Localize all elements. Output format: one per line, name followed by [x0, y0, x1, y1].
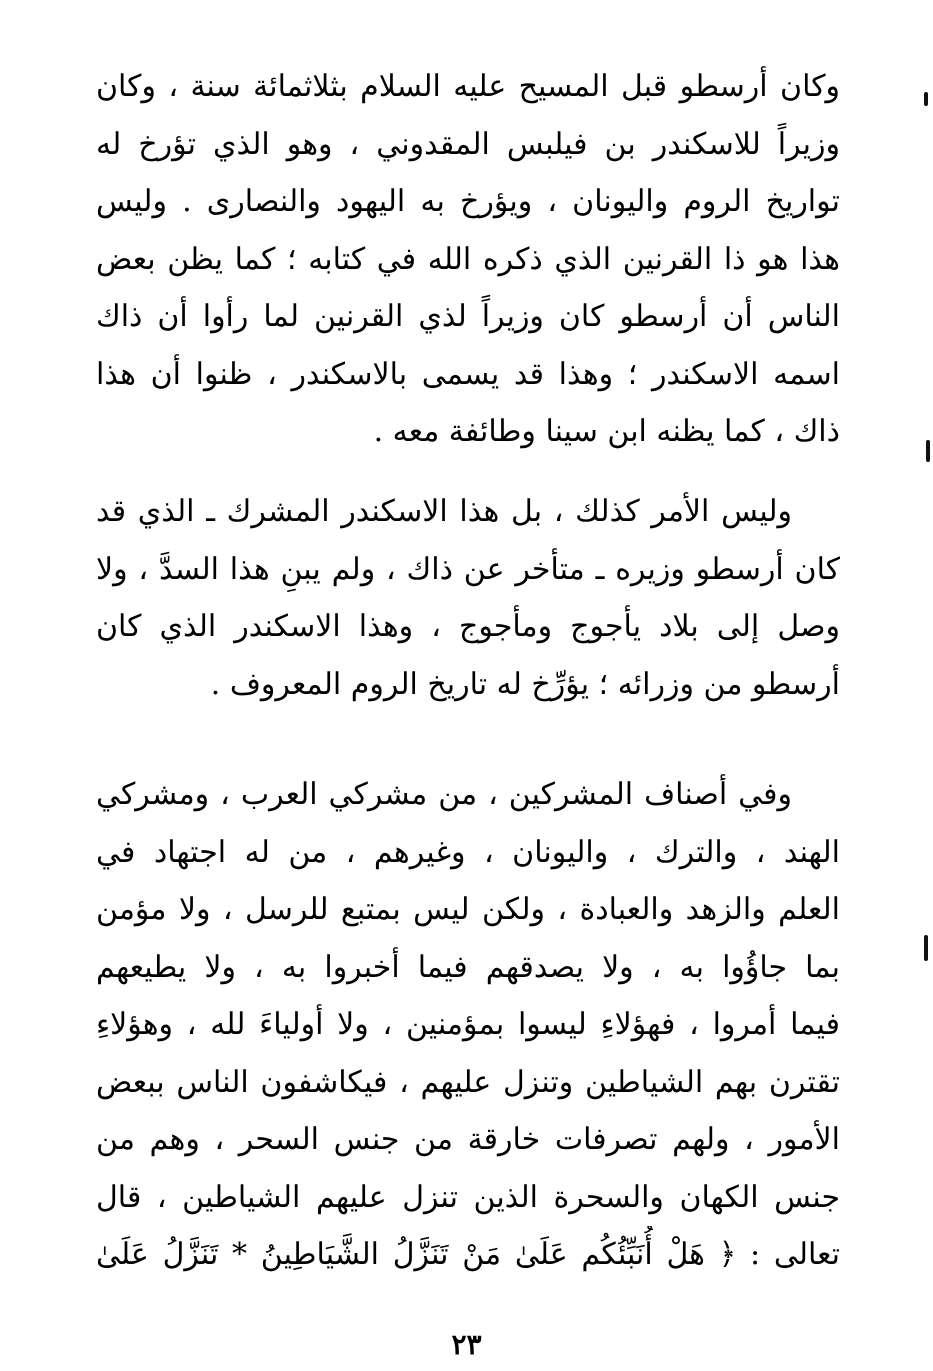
text-line: فيما أمروا ، فهؤلاءِ ليسوا بمؤمنين ، ولا أولياءَ لله ، وهؤلاءِ — [96, 1007, 840, 1042]
text-line: أرسطو من وزرائه ؛ يؤرِّخ له تاريخ الروم المعروف . — [210, 666, 840, 702]
text-line: وفي أصناف المشركين ، من مشركي العرب ، ومشركي — [96, 777, 792, 812]
paragraph-2 — [96, 483, 840, 713]
scan-speck — [924, 92, 928, 106]
paragraph-3 — [96, 766, 840, 1284]
page-number: ٢٣ — [451, 1328, 482, 1361]
scan-speck — [926, 440, 930, 462]
text-line: العلم والزهد والعبادة ، ولكن ليس بمتبع للرسل ، ولا مؤمن — [96, 892, 840, 927]
text-line: تعالى : ﴿ هَلْ أُنَبِّئُكُم عَلَىٰ مَنْ تَنَزَّلُ الشَّيَاطِينُ * تَنَزَّلُ عَلَىٰ — [96, 1237, 840, 1272]
text-line: هذا هو ذا القرنين الذي ذكره الله في كتابه ؛ كما يظن بعض — [96, 241, 840, 277]
text-line: جنس الكهان والسحرة الذين تنزل عليهم الشياطين ، قال — [96, 1179, 840, 1215]
text-line: اسمه الاسكندر ؛ وهذا قد يسمى بالاسكندر ، ظنوا أن هذا — [96, 356, 840, 392]
text-line: وصل إلى بلاد يأجوج ومأجوج ، وهذا الاسكندر الذي كان — [96, 609, 840, 644]
paragraph-1 — [96, 58, 840, 461]
text-line: الناس أن أرسطو كان وزيراً لذي القرنين لما رأوا أن ذاك — [96, 299, 840, 334]
text-line: بما جاؤُوا به ، ولا يصدقهم فيما أخبروا به ، ولا يطيعهم — [96, 949, 840, 985]
text-line: وزيراً للاسكندر بن فيلبس المقدوني ، وهو الذي تؤرخ له — [96, 126, 840, 162]
text-line: كان أرسطو وزيره ـ متأخر عن ذاك ، ولم يبنِ هذا السدَّ ، ولا — [96, 551, 840, 587]
text-line: وليس الأمر كذلك ، بل هذا الاسكندر المشرك ـ الذي قد — [96, 494, 792, 529]
text-line: وكان أرسطو قبل المسيح عليه السلام بثلاثمائة سنة ، وكان — [96, 69, 840, 104]
text-line: الهند ، والترك ، واليونان ، وغيرهم ، من له اجتهاد في — [96, 834, 840, 870]
scan-speck — [924, 935, 928, 961]
text-line: تواريخ الروم واليونان ، ويؤرخ به اليهود والنصارى . وليس — [96, 184, 840, 219]
text-line: الأمور ، ولهم تصرفات خارقة من جنس السحر ، وهم من — [96, 1122, 840, 1157]
text-line: تقترن بهم الشياطين وتنزل عليهم ، فيكاشفون الناس ببعض — [96, 1064, 840, 1100]
text-line: ذاك ، كما يظنه ابن سينا وطائفة معه . — [373, 414, 840, 449]
